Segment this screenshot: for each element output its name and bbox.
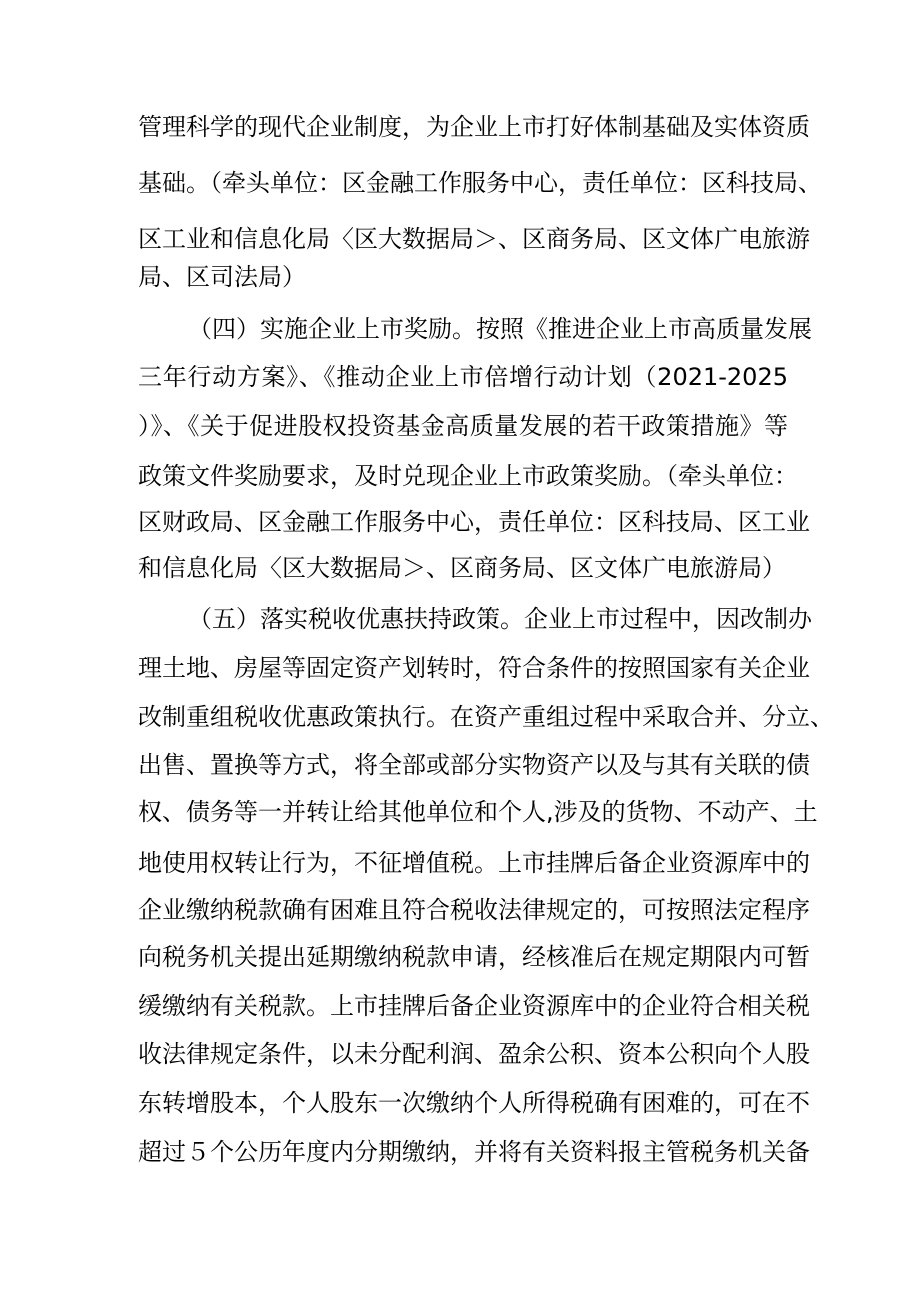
text-line: 理土地、房屋等固定资产划转时，符合条件的按照国家有关企业: [138, 654, 810, 682]
text-line: ）》、《关于促进股权投资基金高质量发展的若干政策措施》等: [138, 412, 788, 440]
text-line: 企业缴纳税款确有困难且符合税收法律规定的，可按照法定程序: [138, 896, 810, 924]
text-line: 向税务机关提出延期缴纳税款申请，经核准后在规定期限内可暂: [138, 943, 810, 971]
text-line: 政策文件奖励要求，及时兑现企业上市政策奖励。（牵头单位：: [138, 462, 798, 490]
text-line: 权、债务等一并转让给其他单位和个人,涉及的货物、不动产、土: [138, 798, 818, 826]
text-line: 和信息化局〈区大数据局＞、区商务局、区文体广电旅游局）: [138, 554, 786, 582]
text-line: （五）落实税收优惠扶持政策。企业上市过程中，因改制办: [188, 605, 812, 633]
text-line: 管理科学的现代企业制度，为企业上市打好体制基础及实体资质: [138, 113, 810, 141]
text-line: 收法律规定条件，以未分配利润、盈余公积、资本公积向个人股: [138, 1040, 810, 1068]
text-line: 局、区司法局）: [138, 263, 306, 291]
text-line: 东转增股本，个人股东一次缴纳个人所得税确有困难的，可在不: [138, 1089, 810, 1117]
text-line: 三年行动方案》、《推动企业上市倍增行动计划（2021-2025: [138, 363, 788, 391]
text-line: 区工业和信息化局〈区大数据局＞、区商务局、区文体广电旅游: [138, 225, 810, 253]
text-line: 区财政局、区金融工作服务中心，责任单位：区科技局、区工业: [138, 508, 810, 536]
text-line: 出售、置换等方式，将全部或部分实物资产以及与其有关联的债: [138, 751, 810, 779]
text-line: （四）实施企业上市奖励。按照《推进企业上市高质量发展: [188, 315, 812, 343]
text-line: 超过５个公历年度内分期缴纳，并将有关资料报主管税务机关备: [138, 1138, 810, 1166]
text-line: 改制重组税收优惠政策执行。在资产重组过程中采取合并、分立、: [138, 703, 834, 731]
text-line: 基础。（牵头单位：区金融工作服务中心，责任单位：区科技局、: [138, 169, 822, 197]
text-line: 缓缴纳有关税款。上市挂牌后备企业资源库中的企业符合相关税: [138, 992, 810, 1020]
text-line: 地使用权转让行为，不征增值税。上市挂牌后备企业资源库中的: [138, 849, 810, 877]
